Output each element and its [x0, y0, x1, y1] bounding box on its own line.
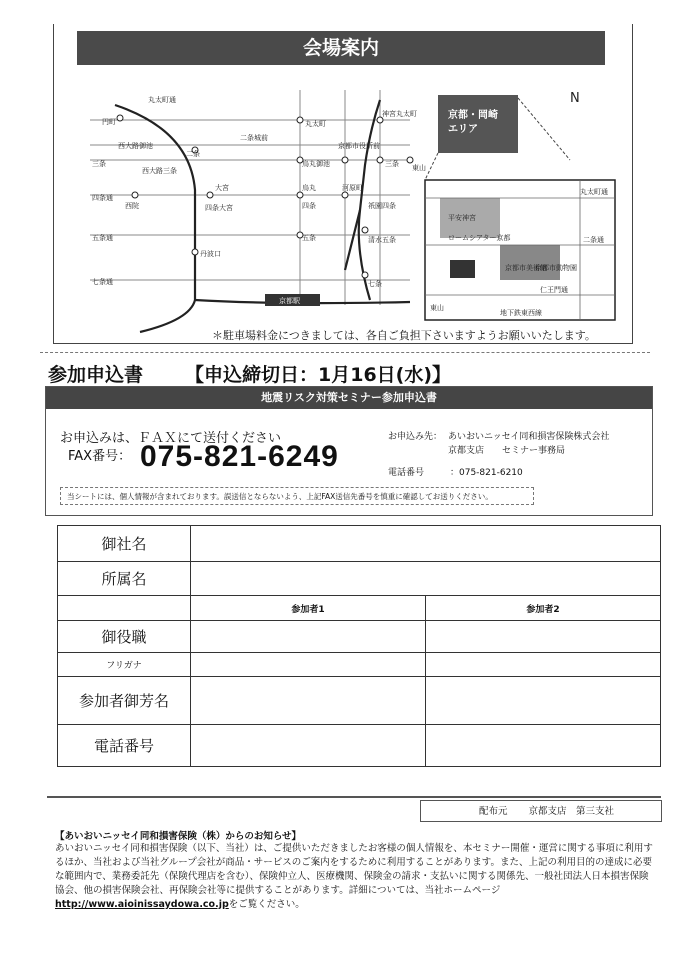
phone-row-label: 電話番号: [58, 725, 191, 767]
map-label: 烏丸: [302, 184, 316, 192]
map-label: 清水五条: [368, 236, 396, 244]
inset-label: 東山: [430, 304, 444, 312]
map-label: 円町: [102, 118, 116, 126]
fax-label: FAX番号：: [68, 449, 132, 464]
department-label: 所属名: [58, 562, 191, 596]
okazaki-area-label: 京都・岡崎エリア: [448, 110, 498, 135]
map-label: 三条: [385, 160, 399, 168]
map-label: 祇園四条: [368, 202, 396, 210]
map-label: 二条: [186, 150, 200, 158]
contact-company: あいおいニッセイ同和損害保険株式会社: [448, 432, 610, 442]
fax-instruction: お申込みは、ＦＡＸにて送付ください: [60, 431, 282, 446]
parking-note: ＊駐車場料金につきましては、各自ご負担下さいますようお願いいたします。: [212, 329, 596, 342]
application-form-table: [57, 525, 661, 767]
participant1-furigana-field[interactable]: [191, 653, 426, 677]
participant1-name-field[interactable]: [191, 677, 426, 725]
map-label: 五条: [302, 234, 316, 242]
notice-title: 【あいおいニッセイ同和損害保険（株）からのお知らせ】: [55, 831, 302, 842]
inset-label: 丸太町通: [580, 188, 608, 196]
notice-body-text: あいおいニッセイ同和損害保険（以下、当社）は、ご提供いただきましたお客様の個人情報を、本セミナー開催・運営に関する事項に利用するほか、当社および当社グループ会社が商品・サービスのご案内をするために利用することがあります。また、上記の利用目的の達成に必要な範囲内で、業務委託先（保険代理店を含む）、保険仲立人、医療機関、保険金の請求・支払いに関する関係先、一般社団法人日本損害保険協会、他の損害保険会社、再保険会社等に提供することがあります。詳細については、当社ホームページ: [55, 843, 653, 896]
map-label: 東山: [412, 164, 426, 172]
inset-label: 平安神宮: [448, 214, 476, 222]
privacy-note: 当シートには、個人情報が含まれております。誤送信とならないよう、上記FAX送信先番号を慎重に確認してお送りください。: [60, 487, 534, 505]
map-label: 西大路御池: [118, 142, 153, 150]
map-label: 五条通: [92, 234, 113, 242]
station-label: 京都駅: [279, 297, 300, 305]
inset-label: 京都市美術館: [505, 264, 547, 272]
map-label: 丸太町通: [148, 96, 176, 104]
map-label: 三条: [92, 160, 106, 168]
notice-end-text: をご覧ください。: [228, 899, 305, 910]
website-link[interactable]: http://www.aioinissaydowa.co.jp: [55, 899, 229, 910]
participant2-position-field[interactable]: [426, 621, 661, 653]
map-label: 二条城前: [240, 134, 268, 142]
department-field[interactable]: [191, 562, 661, 596]
participant1-position-field[interactable]: [191, 621, 426, 653]
map-label: 丸太町: [305, 120, 326, 128]
form-header: 地震リスク対策セミナー参加申込書: [46, 387, 652, 409]
participant2-header: 参加者2: [426, 596, 661, 621]
inset-label: 京都市動物園: [535, 264, 577, 272]
map-label: 神宮丸太町: [382, 110, 417, 118]
participant2-phone-field[interactable]: [426, 725, 661, 767]
map-label: 京都市役所前: [338, 142, 380, 150]
inset-label: 二条通: [583, 236, 604, 244]
cut-line: [40, 352, 650, 353]
map-label: 四条通: [92, 194, 113, 202]
name-label: 参加者御芳名: [58, 677, 191, 725]
participant2-name-field[interactable]: [426, 677, 661, 725]
participant2-furigana-field[interactable]: [426, 653, 661, 677]
fax-number: 075-821-6249: [140, 440, 339, 473]
phone-label: 電話番号: [388, 468, 425, 478]
map-label: 西院: [125, 202, 139, 210]
venue-title: 会場案内: [77, 31, 605, 65]
north-indicator: N: [570, 91, 580, 106]
inset-label: 仁王門通: [540, 286, 568, 294]
phone-number: ：075-821-6210: [450, 468, 523, 478]
distributor-name: 京都支店 第三支社: [528, 806, 615, 817]
map-label: 七条: [368, 280, 382, 288]
contact-label: お申込み先：: [388, 432, 443, 442]
distributor-box: [420, 800, 662, 822]
contact-branch: 京都支店 セミナー事務局: [448, 446, 566, 456]
participant1-phone-field[interactable]: [191, 725, 426, 767]
map-label: 四条: [302, 202, 316, 210]
footer-divider: [47, 796, 661, 798]
position-label: 御役職: [58, 621, 191, 653]
header-blank: [58, 596, 191, 621]
map-label: 大宮: [215, 184, 229, 192]
participant1-header: 参加者1: [191, 596, 426, 621]
application-title: 参加申込書: [48, 364, 144, 386]
company-label: 御社名: [58, 526, 191, 562]
notice-body: [55, 842, 655, 912]
distributor-label: 配布元: [479, 806, 508, 817]
inset-label: ロームシアター京都: [448, 234, 511, 242]
map-label: 七条通: [92, 278, 113, 286]
map-label: 烏丸御池: [302, 160, 330, 168]
map-label: 西大路三条: [142, 167, 177, 175]
inset-label: 地下鉄東西線: [500, 309, 542, 317]
map-label: 河原町: [342, 184, 363, 192]
map-label: 丹波口: [200, 250, 221, 258]
application-deadline: 【申込締切日：1月16日(水)】: [185, 364, 452, 386]
access-map: [80, 70, 630, 340]
map-label: 四条大宮: [205, 204, 233, 212]
furigana-label: フリガナ: [58, 653, 191, 677]
company-field[interactable]: [191, 526, 661, 562]
